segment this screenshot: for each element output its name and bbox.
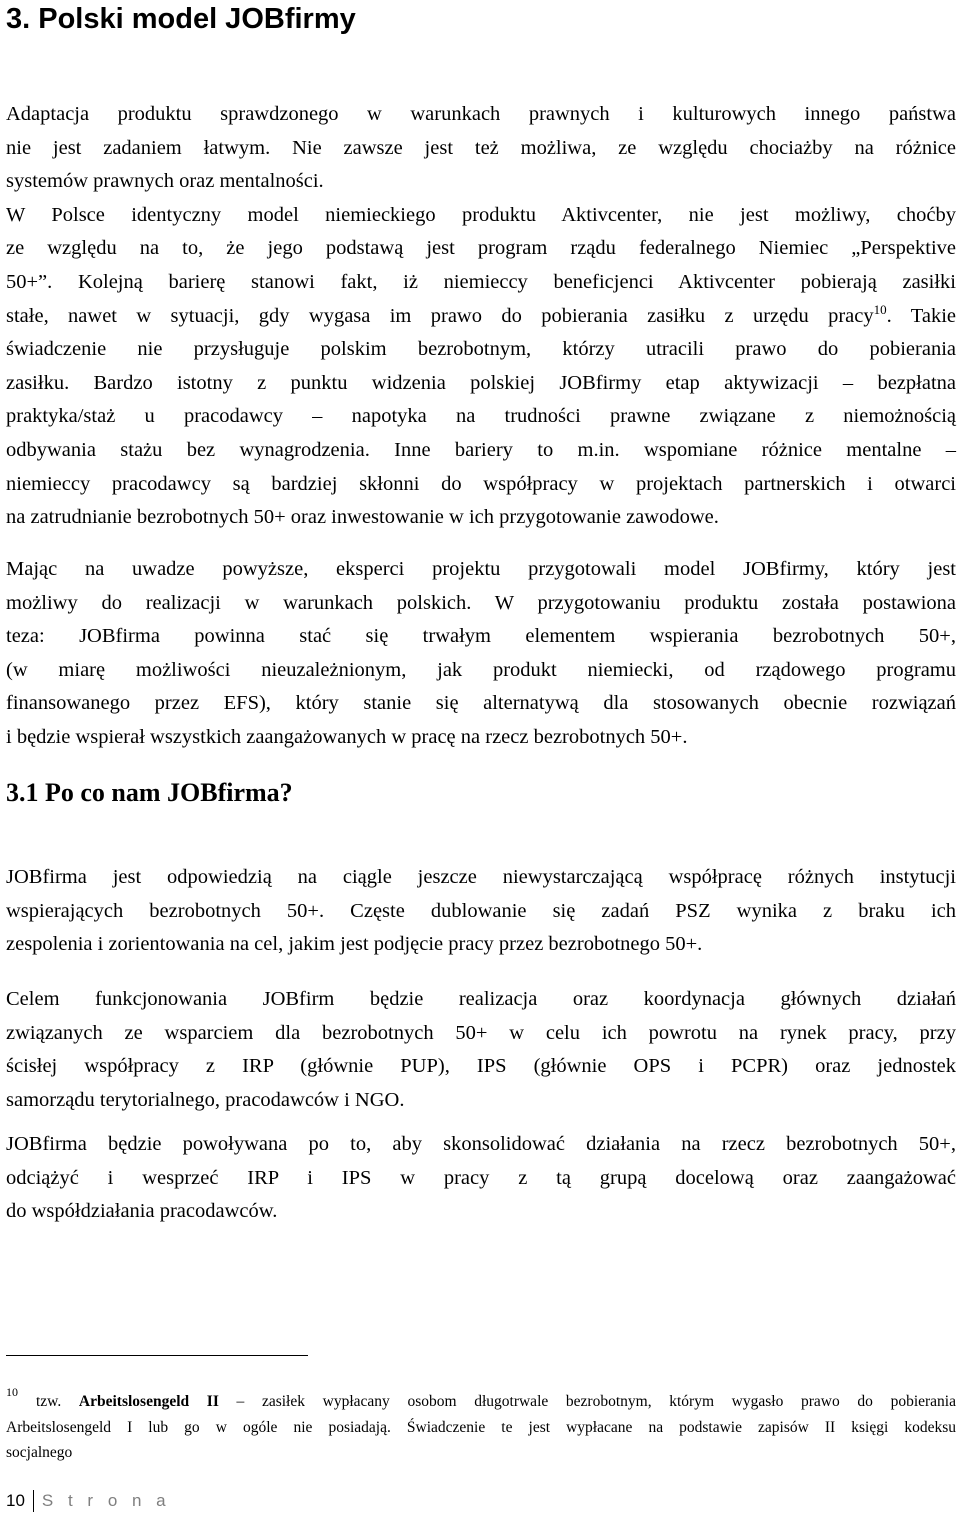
text-line: związanych ze wsparciem dla bezrobotnych 50+ w celu ich powrotu na rynek pracy, przy: [6, 1021, 956, 1044]
subsection-heading: 3.1 Po co nam JOBfirma?: [6, 778, 293, 807]
text-line: JOBfirma będzie powoływana po to, aby skonsolidować działania na rzecz bezrobotnych 50+,: [6, 1133, 956, 1155]
text-line: zasiłku. Bardzo istotny z punktu widzenia polskiej JOBfirmy etap aktywizacji – bezpłatna: [6, 371, 956, 394]
text-line: praktyka/staż u pracodawcy – napotyka na trudności prawne związane z niemożnością: [6, 405, 956, 428]
footnote-number: 10: [6, 1385, 18, 1399]
text-line: odbywania stażu bez wynagrodzenia. Inne bariery to m.in. wspomiane różnice mentalne –: [6, 438, 956, 461]
footnote-reference: 10: [873, 301, 887, 317]
text-fragment: stałe, nawet w sytuacji, gdy wygasa im prawo do pobierania zasiłku z urzędu pracy: [6, 304, 874, 327]
text-line: niemieccy pracodawcy są bardziej skłonni do współpracy w projektach partnerskich i otwarci: [6, 472, 956, 495]
paragraph-purpose: [6, 1128, 956, 1229]
footnote-term: Arbeitslosengeld II: [78, 1393, 219, 1410]
text-line: finansowanego przez EFS), który stanie się alternatywą dla stosowanych obecnie rozwiązań: [6, 692, 956, 715]
text-line: JOBfirma jest odpowiedzią na ciągle jeszcze niewystarczającą współpracę różnych instytucji: [6, 866, 956, 888]
footnote-10: [6, 1385, 956, 1465]
text-line: samorządu terytorialnego, pracodawców i NGO.: [6, 1088, 405, 1111]
text-line: (w miarę możliwości nieuzależnionym, jak produkt niemiecki, od rządowego programu: [6, 658, 956, 681]
page-number: 10: [6, 1491, 25, 1510]
paragraph-adaptation: [6, 98, 956, 535]
text-line: ścisłej współpracy z IRP (głównie PUP), IPS (głównie OPS i PCPR) oraz jednostek: [6, 1055, 956, 1078]
section-heading: 3. Polski model JOBfirmy: [6, 3, 356, 35]
text-line: na zatrudnianie bezrobotnych 50+ oraz inwestowanie w ich przygotowanie zawodowe.: [6, 506, 719, 529]
text-line: Mając na uwadze powyższe, eksperci projektu przygotowali model JOBfirmy, który jest: [6, 558, 956, 580]
paragraph-why-jobfirma: [6, 861, 956, 962]
text-line: [6, 300, 956, 334]
paragraph-goal: [6, 983, 956, 1117]
text-fragment: tzw.: [36, 1393, 79, 1410]
page-label: S t r o n a: [41, 1491, 171, 1510]
text-line: do współdziałania pracodawców.: [6, 1200, 278, 1223]
text-line: Celem funkcjonowania JOBfirm będzie realizacja oraz koordynacja głównych działań: [6, 988, 956, 1010]
text-line: systemów prawnych oraz mentalności.: [6, 170, 324, 193]
text-fragment: – zasiłek wypłacany osobom długotrwale bezrobotnym, którym wygasło prawo do pobierania: [218, 1393, 956, 1410]
text-line: odciążyć i wesprzeć IRP i IPS w pracy z tą grupą docelową oraz zaangażować: [6, 1166, 956, 1189]
text-fragment: . Takie: [886, 304, 956, 327]
text-line: wspierających bezrobotnych 50+. Częste dublowanie się zadań PSZ wynika z braku ich: [6, 899, 956, 922]
footer-divider: [33, 1490, 34, 1512]
text-line: i będzie wspierał wszystkich zaangażowanych w pracę na rzecz bezrobotnych 50+.: [6, 725, 688, 748]
text-line: ze względu na to, że jego podstawą jest program rządu federalnego Niemiec „Perspektive: [6, 237, 956, 260]
text-line: możliwy do realizacji w warunkach polskich. W przygotowaniu produktu została postawiona: [6, 591, 956, 614]
text-line: 50+”. Kolejną barierę stanowi fakt, iż niemieccy beneficjenci Aktivcenter pobierają zasiłki: [6, 270, 956, 293]
text-line: zespolenia i zorientowania na cel, jakim jest podjęcie pracy przez bezrobotnego 50+.: [6, 933, 703, 956]
footnote-line: Arbeitslosengeld I lub go w ogóle nie posiadają. Świadczenie te jest wypłacane na podstawie zapisów II księgi kodeksu: [6, 1419, 956, 1436]
text-line: świadczenie nie przysługuje polskim bezrobotnym, którzy utracili prawo do pobierania: [6, 338, 956, 361]
page-footer: [6, 1488, 171, 1514]
text-line: teza: JOBfirma powinna stać się trwałym elementem wspierania bezrobotnych 50+,: [6, 625, 956, 648]
text-line: W Polsce identyczny model niemieckiego produktu Aktivcenter, nie jest możliwy, choćby: [6, 203, 956, 226]
paragraph-model-thesis: [6, 553, 956, 755]
footnote-line: [6, 1385, 956, 1415]
text-line: Adaptacja produktu sprawdzonego w warunkach prawnych i kulturowych innego państwa: [6, 103, 956, 125]
footnote-separator: [6, 1355, 308, 1356]
text-line: nie jest zadaniem łatwym. Nie zawsze jest też możliwa, ze względu chociażby na różnice: [6, 136, 956, 159]
footnote-line: socjalnego: [6, 1444, 73, 1461]
